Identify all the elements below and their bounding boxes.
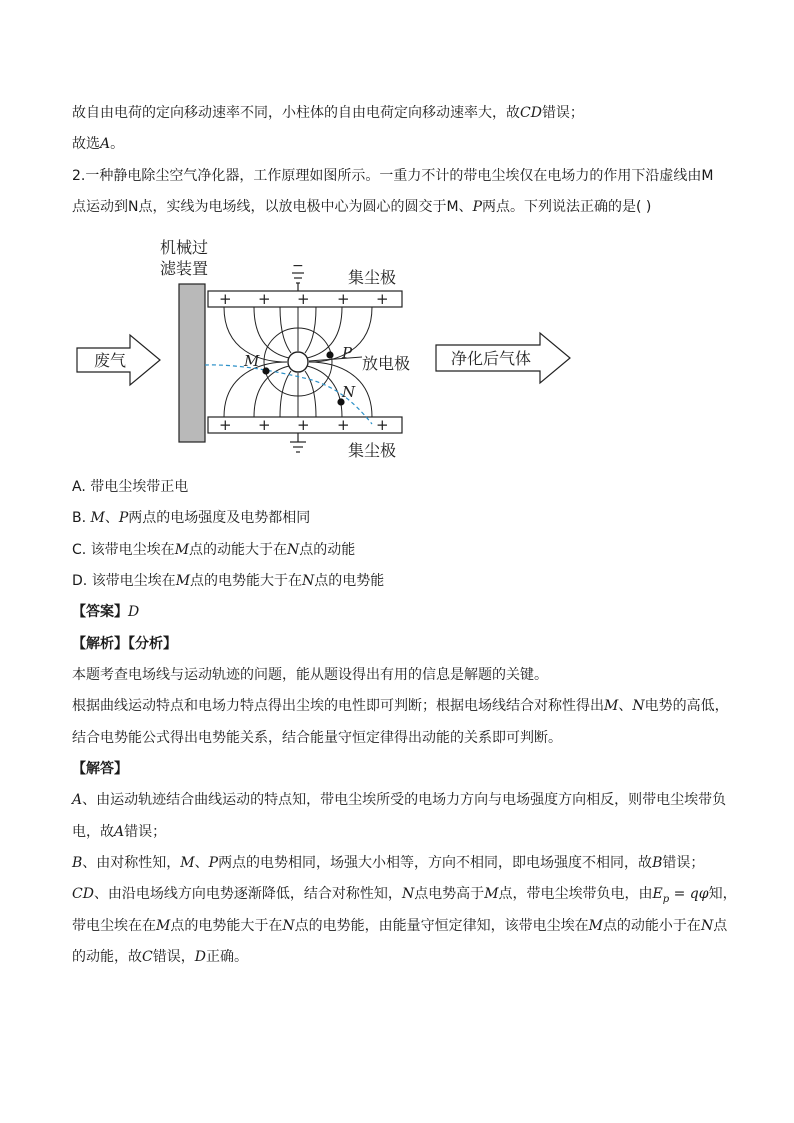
top-minus-sign: − [292, 258, 304, 274]
option-b: B. M、P两点的电场强度及电势都相同 [72, 510, 311, 526]
bottom-plus-2: + [258, 416, 271, 434]
solution-cd-line-1: CD、由沿电场线方向电势逐渐降低，结合对称性知，N点电势高于M点，带电尘埃带负电，由$E_p = q\varphi$知， [72, 886, 737, 905]
intro-line-2: 故选A。 [72, 136, 125, 152]
point-m-dot [262, 367, 269, 374]
top-plus-4: + [337, 290, 350, 308]
discharge-label: 放电极 [362, 354, 411, 373]
top-plus-3: + [297, 290, 310, 308]
filter-label-line-2: 滤装置 [160, 259, 209, 278]
option-c: C. 该带电尘埃在M点的动能大于在N点的动能 [72, 542, 356, 558]
analysis-p2: 根据曲线运动特点和电场力特点得出尘埃的电性即可判断；根据电场线结合对称性得出M、N电势的高低， [72, 698, 729, 714]
intro-line-1: 故自由电荷的定向移动速率不同，小柱体的自由电荷定向移动速率大，故CD错误； [72, 105, 584, 121]
solution-heading: 【解答】 [72, 761, 128, 777]
question-line-1: 2.一种静电除尘空气净化器，工作原理如图所示。一重力不计的带电尘埃仅在电场力的作用下沿虚线由M [72, 168, 714, 184]
bottom-plus-1: + [219, 416, 232, 434]
point-p-label: P [342, 344, 353, 362]
solution-cd-line-3: 的动能，故C错误，D正确。 [72, 949, 248, 965]
analysis-p1: 本题考查电场线与运动轨迹的问题，能从题设得出有用的信息是解题的关键。 [72, 667, 548, 683]
analysis-heading: 【解析】【分析】 [72, 636, 177, 652]
solution-cd-line-2: 带电尘埃在在M点的电势能大于在N点的电势能，由能量守恒定律知，该带电尘埃在M点的动能小于在N点 [72, 918, 728, 934]
answer-label: 【答案】 [72, 604, 128, 620]
filter-device [179, 284, 205, 442]
bottom-plus-4: + [337, 416, 350, 434]
solution-b-line: B、由对称性知，M、P两点的电势相同，场强大小相等，方向不相同，即电场强度不相同，故B错误； [72, 855, 705, 871]
point-n-label: N [342, 383, 356, 401]
answer-line [72, 603, 738, 621]
clean-gas-label: 净化后气体 [451, 349, 532, 368]
potential-energy-formula: $E_p = q\varphi$ [652, 886, 709, 905]
electrostatic-precipitator-diagram [72, 234, 592, 470]
waste-gas-label: 废气 [94, 351, 127, 370]
solution-a-line-2: 电，故A错误； [72, 824, 167, 840]
top-plus-1: + [219, 290, 232, 308]
bottom-plus-5: + [376, 416, 389, 434]
filter-label-line-1: 机械过 [160, 238, 209, 257]
analysis-p3: 结合电势能公式得出电势能关系，结合能量守恒定律得出动能的关系即可判断。 [72, 730, 562, 746]
bottom-plate-label: 集尘极 [348, 441, 397, 460]
solution-a-line-1: A、由运动轨迹结合曲线运动的特点知，带电尘埃所受的电场力方向与电场强度方向相反，则带电尘埃带负 [72, 792, 727, 808]
answer-value: D [128, 604, 140, 620]
bottom-plus-3: + [297, 416, 310, 434]
top-ground-symbol [292, 273, 304, 291]
top-plate-label: 集尘极 [348, 268, 397, 287]
point-p-dot [326, 351, 333, 358]
field-line-horizontal-right [309, 357, 362, 361]
option-d: D. 该带电尘埃在M点的电势能大于在N点的电势能 [72, 573, 385, 589]
top-plus-5: + [376, 290, 389, 308]
bottom-ground-symbol [290, 433, 306, 452]
option-a: A. 带电尘埃带正电 [72, 479, 189, 495]
point-m-label: M [244, 352, 260, 370]
top-plus-2: + [258, 290, 271, 308]
discharge-electrode [288, 352, 308, 372]
question-line-2: 点运动到N点，实线为电场线，以放电极中心为圆心的圆交于M、P两点。下列说法正确的是( ) [72, 199, 652, 215]
